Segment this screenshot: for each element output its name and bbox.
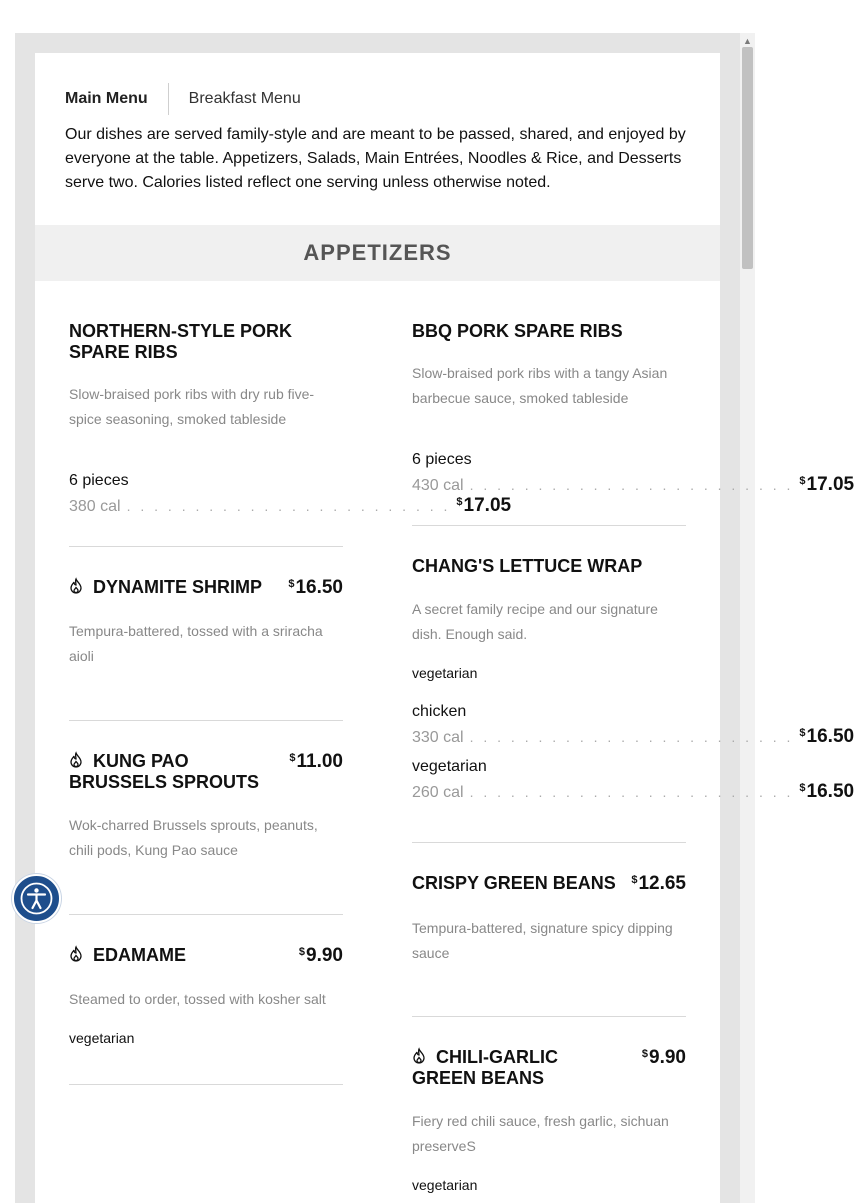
item-portion: 6 pieces <box>412 451 472 468</box>
item-calorie-row <box>69 495 512 517</box>
item-divider <box>412 842 686 843</box>
item-price: $16.50 <box>288 577 343 598</box>
item-calories: 430 cal <box>412 477 464 494</box>
spicy-flame-icon <box>69 578 83 594</box>
item-description: A secret family recipe and our signature dish. Enough said. <box>412 601 658 642</box>
scroll-up-arrow-icon[interactable]: ▲ <box>743 36 752 46</box>
accessibility-button[interactable] <box>12 874 61 923</box>
item-portion: 6 pieces <box>69 472 129 489</box>
dot-leader: . . . . . . . . . . . . . . . . . . . . . . . . <box>126 498 451 514</box>
item-divider <box>69 914 343 915</box>
scrollbar-thumb[interactable] <box>742 47 753 269</box>
item-price: $11.00 <box>289 751 343 772</box>
item-description: Tempura-battered, signature spicy dipping sauce <box>412 920 673 961</box>
tab-main-menu[interactable]: Main Menu <box>65 83 169 115</box>
item-name: CHILI-GARLIC GREEN BEANS <box>412 1047 558 1088</box>
menu-item-crispy-green-beans[interactable] <box>412 873 686 966</box>
menu-item-dynamite-shrimp[interactable] <box>69 577 343 669</box>
item-dietary-tag: vegetarian <box>412 665 478 681</box>
tab-breakfast-menu[interactable]: Breakfast Menu <box>188 90 301 107</box>
item-option-label: vegetarian <box>412 758 487 775</box>
item-name: CRISPY GREEN BEANS <box>412 873 616 893</box>
item-price: $16.50 <box>799 781 854 802</box>
item-price: $17.05 <box>456 495 512 516</box>
item-divider <box>412 1016 686 1017</box>
item-calorie-row <box>412 474 854 496</box>
dot-leader: . . . . . . . . . . . . . . . . . . . . . . . . <box>469 784 794 800</box>
spicy-flame-icon <box>69 752 83 768</box>
item-dietary-tag: vegetarian <box>69 1030 135 1046</box>
item-description: Wok-charred Brussels sprouts, peanuts, chili pods, Kung Pao sauce <box>69 817 318 858</box>
menu-item-bbq-ribs[interactable] <box>412 321 854 496</box>
spicy-flame-icon <box>412 1048 426 1064</box>
menu-item-edamame[interactable] <box>69 945 343 1046</box>
item-price: $16.50 <box>799 726 854 747</box>
item-name: KUNG PAO BRUSSELS SPROUTS <box>69 751 260 792</box>
menu-item-chili-garlic-green-beans[interactable] <box>412 1047 686 1193</box>
item-description: Slow-braised pork ribs with dry rub five-spice seasoning, smoked tableside <box>69 386 315 427</box>
item-name: CHANG'S LETTUCE WRAP <box>412 556 643 576</box>
menu-card <box>35 53 854 1203</box>
menu-tabs <box>65 83 301 115</box>
item-calorie-row <box>412 781 854 803</box>
item-description: Tempura-battered, tossed with a sriracha aioli <box>69 623 323 664</box>
accessibility-icon <box>14 876 59 921</box>
item-divider <box>412 525 686 526</box>
item-calorie-row <box>412 726 854 748</box>
item-description: Slow-braised pork ribs with a tangy Asian barbecue sauce, smoked tableside <box>412 365 668 406</box>
item-calories: 380 cal <box>69 498 121 515</box>
item-dietary-tag: vegetarian <box>412 1177 478 1193</box>
scrollbar[interactable] <box>740 33 755 1203</box>
item-name: DYNAMITE SHRIMP <box>69 577 262 598</box>
section-title: APPETIZERS <box>303 240 452 265</box>
menu-item-lettuce-wrap[interactable] <box>412 556 854 803</box>
item-price: $17.05 <box>799 474 854 495</box>
item-divider <box>69 546 343 547</box>
item-name: NORTHERN-STYLE PORK SPARE RIBS <box>69 321 293 362</box>
spicy-flame-icon <box>69 946 83 962</box>
item-price: $9.90 <box>298 945 343 966</box>
item-divider <box>69 1084 343 1085</box>
item-price: $9.90 <box>641 1047 686 1068</box>
item-price: $12.65 <box>631 873 686 894</box>
dot-leader: . . . . . . . . . . . . . . . . . . . . . . . . <box>469 729 794 745</box>
item-name: EDAMAME <box>69 945 186 966</box>
item-calories: 330 cal <box>412 729 464 746</box>
item-calories: 260 cal <box>412 784 464 801</box>
menu-intro-text: Our dishes are served family-style and are meant to be passed, shared, and enjoyed by everyone at the table. Appetizers, Salads, Main Entrées, Noodles & Rice, and Desserts serve two. Calories listed reflect one serving unless otherwise noted. <box>65 126 686 191</box>
dot-leader: . . . . . . . . . . . . . . . . . . . . . . . . <box>469 477 794 493</box>
item-description: Fiery red chili sauce, fresh garlic, sichuan preserveS <box>412 1113 669 1154</box>
item-description: Steamed to order, tossed with kosher salt <box>69 991 326 1007</box>
item-divider <box>69 720 343 721</box>
section-header <box>35 225 720 281</box>
item-option-label: chicken <box>412 703 467 720</box>
item-name: BBQ PORK SPARE RIBS <box>412 321 623 341</box>
menu-item-kung-pao-brussels[interactable] <box>69 751 343 863</box>
